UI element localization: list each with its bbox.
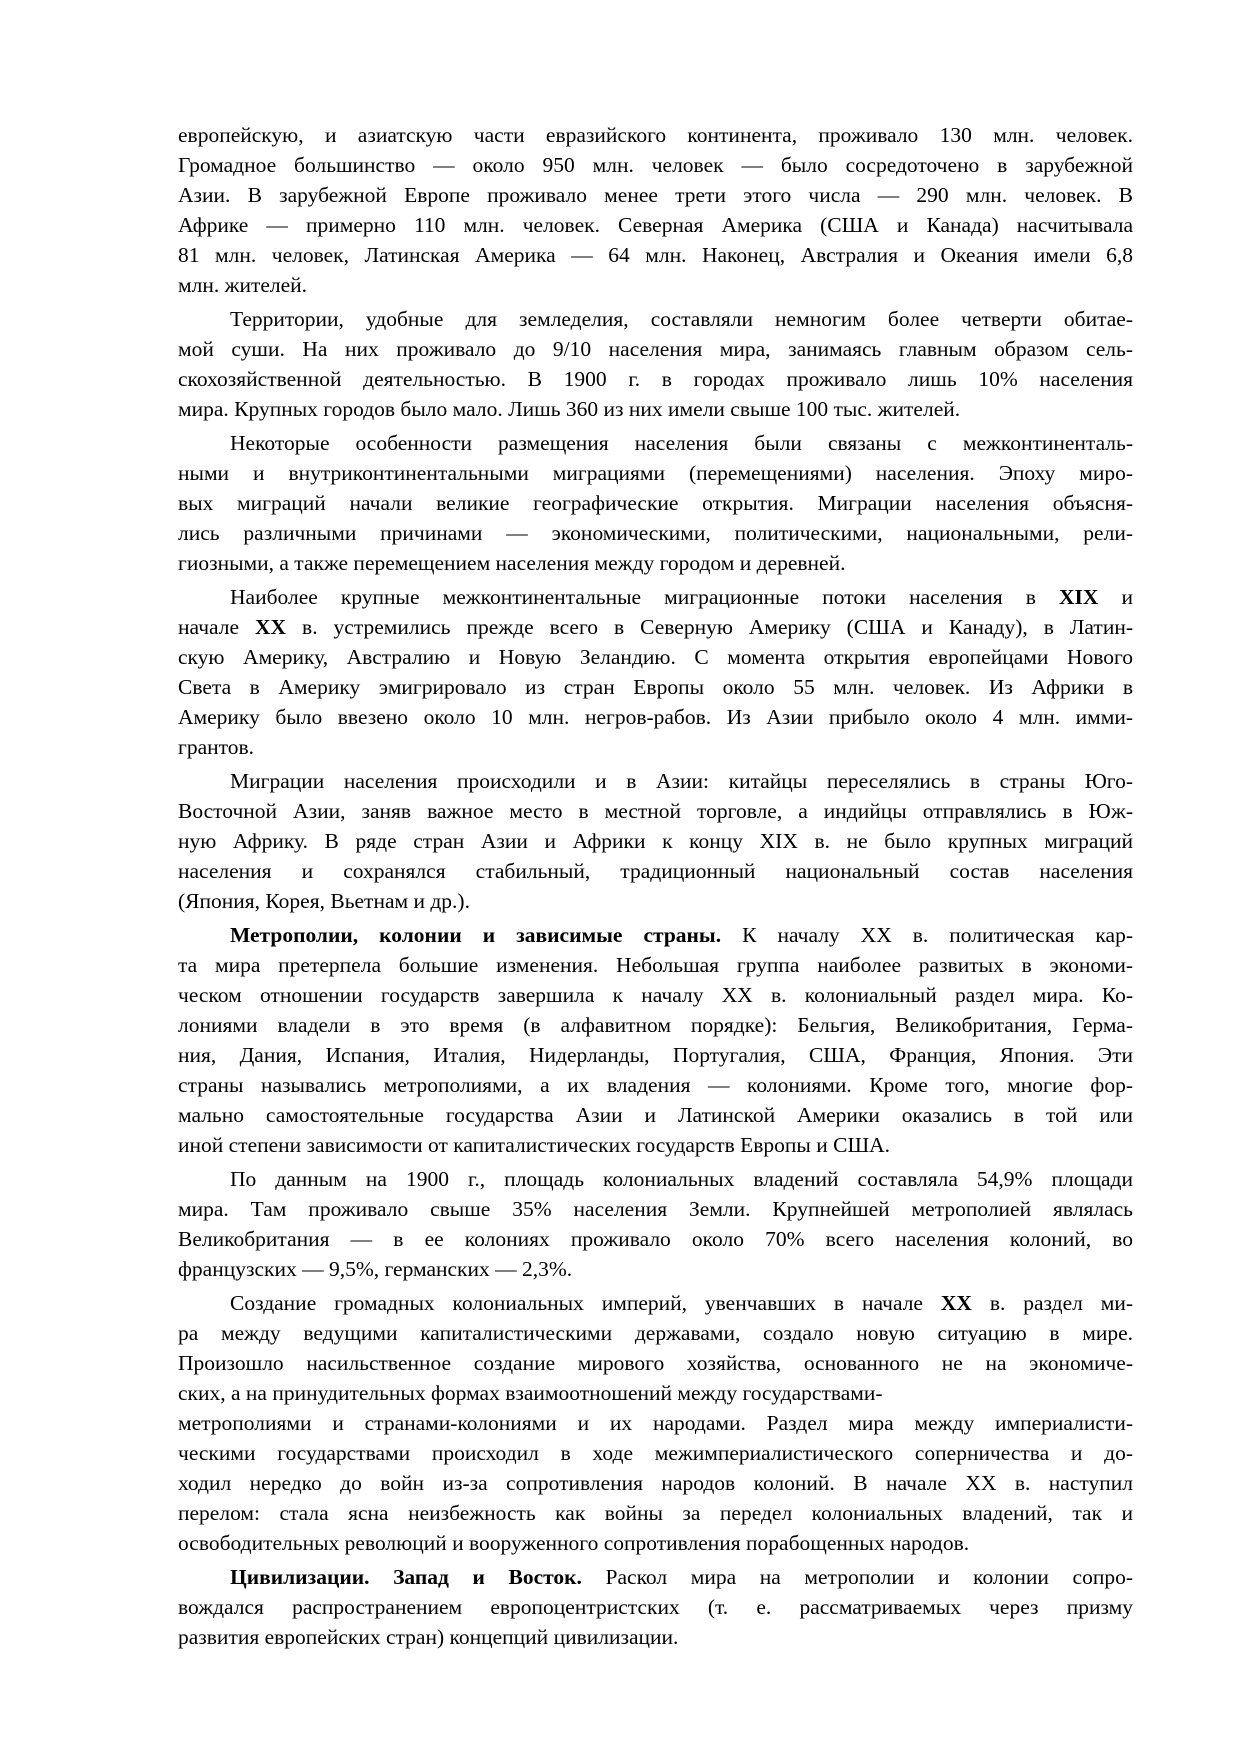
paragraph xyxy=(178,1562,1133,1652)
text-line: страны назывались метрополиями, а их владения — колониями. Кроме того, многие фор- xyxy=(178,1073,1133,1097)
text-line: млн. жителей. xyxy=(178,273,308,297)
text-line: та мира претерпела большие изменения. Небольшая группа наиболее развитых в экономи- xyxy=(178,953,1133,977)
text-line: Территории, удобные для земледелия, составляли немногим более четверти обитае- xyxy=(230,307,1133,331)
text-line: иной степени зависимости от капиталистических государств Европы и США. xyxy=(178,1133,891,1157)
text-line: скую Америку, Австралию и Новую Зеландию. С момента открытия европейцами Нового xyxy=(178,645,1133,669)
text-line: Африке — примерно 110 млн. человек. Северная Америка (США и Канада) насчитывала xyxy=(178,213,1133,237)
text-line: Азии. В зарубежной Европе проживало менее трети этого числа — 290 млн. человек. В xyxy=(178,183,1133,207)
text-line: ными и внутриконтинентальными миграциями (перемещениями) населения. Эпоху миро- xyxy=(178,461,1133,485)
text-line: лись различными причинами — экономическими, политическими, национальными, рели- xyxy=(178,521,1133,545)
text-line: Восточной Азии, заняв важное место в местной торговле, а индийцы отправлялись в Юж- xyxy=(178,799,1133,823)
text-line: мира. Там проживало свыше 35% населения Земли. Крупнейшей метрополией являлась xyxy=(178,1197,1133,1221)
text-line: Цивилизации. Запад и Восток. Раскол мира на метрополии и колонии сопро- xyxy=(230,1565,1133,1589)
text-line: вождался распространением европоцентристских (т. е. рассматриваемых через призму xyxy=(178,1595,1133,1619)
text-line: Миграции населения происходили и в Азии: китайцы переселялись в страны Юго- xyxy=(230,769,1133,793)
bold-text: Метрополии, колонии и зависимые страны. xyxy=(230,923,722,947)
paragraph xyxy=(178,766,1133,916)
paragraph xyxy=(178,428,1133,578)
page-text xyxy=(178,120,1133,1656)
text-line: Создание громадных колониальных империй, увенчавших в начале XX в. раздел ми- xyxy=(230,1291,1133,1315)
text-line: Громадное большинство — около 950 млн. человек — было сосредоточено в зарубежной xyxy=(178,153,1133,177)
text-line: (Япония, Корея, Вьетнам и др.). xyxy=(178,889,470,913)
text-line: освободительных революций и вооруженного сопротивления порабощенных народов. xyxy=(178,1531,970,1555)
paragraph xyxy=(178,920,1133,1160)
paragraph xyxy=(178,304,1133,424)
text-line: 81 млн. человек, Латинская Америка — 64 млн. Наконец, Австралия и Океания имели 6,8 xyxy=(178,243,1133,267)
paragraph xyxy=(178,1288,1133,1558)
text-line: Америку было ввезено около 10 млн. негров-рабов. Из Азии прибыло около 4 млн. имми- xyxy=(178,705,1133,729)
bold-text: XX xyxy=(255,615,287,639)
text-line: мира. Крупных городов было мало. Лишь 360 из них имели свыше 100 тыс. жителей. xyxy=(178,397,961,421)
text-line: мально самостоятельные государства Азии и Латинской Америки оказались в той или xyxy=(178,1103,1133,1127)
text-line: Метрополии, колонии и зависимые страны. К началу XX в. политическая кар- xyxy=(230,923,1133,947)
text-line: европейскую, и азиатскую части евразийского континента, проживало 130 млн. человек. xyxy=(178,123,1133,147)
text-line: французских — 9,5%, германских — 2,3%. xyxy=(178,1257,573,1281)
text-line: начале XX в. устремились прежде всего в Северную Америку (США и Канаду), в Латин- xyxy=(178,615,1133,639)
text-line: По данным на 1900 г., площадь колониальных владений составляла 54,9% площади xyxy=(230,1167,1133,1191)
text-line: гиозными, а также перемещением населения между городом и деревней. xyxy=(178,551,846,575)
text-line: Света в Америку эмигрировало из стран Европы около 55 млн. человек. Из Африки в xyxy=(178,675,1133,699)
paragraph xyxy=(178,1164,1133,1284)
text-line: развития европейских стран) концепций цивилизации. xyxy=(178,1625,679,1649)
bold-text: XX xyxy=(940,1291,972,1315)
text-line: ческом отношении государств завершила к началу XX в. колониальный раздел мира. Ко- xyxy=(178,983,1133,1007)
text-line: Произошло насильственное создание мирового хозяйства, основанного не на экономиче- xyxy=(178,1351,1133,1375)
text-line: Наиболее крупные межконтинентальные миграционные потоки населения в XIX и xyxy=(230,585,1133,609)
text-line: мой суши. На них проживало до 9/10 населения мира, занимаясь главным образом сель- xyxy=(178,337,1133,361)
text-line: ческими государствами происходил в ходе межимпериалистического соперничества и до- xyxy=(178,1441,1133,1465)
text-line: Некоторые особенности размещения населения были связаны с межконтиненталь- xyxy=(230,431,1133,455)
text-line: ную Африку. В ряде стран Азии и Африки к концу XIX в. не было крупных миграций xyxy=(178,829,1133,853)
text-line: ских, а на принудительных формах взаимоотношений между государствами- xyxy=(178,1381,883,1405)
paragraph xyxy=(178,120,1133,300)
text-line: вых миграций начали великие географические открытия. Миграции населения объясня- xyxy=(178,491,1133,515)
text-line: населения и сохранялся стабильный, традиционный национальный состав населения xyxy=(178,859,1133,883)
text-line: скохозяйственной деятельностью. В 1900 г. в городах проживало лишь 10% населения xyxy=(178,367,1133,391)
text-line: лониями владели в это время (в алфавитном порядке): Бельгия, Великобритания, Герма- xyxy=(178,1013,1133,1037)
text-line: ходил нередко до войн из-за сопротивления народов колоний. В начале XX в. наступил xyxy=(178,1471,1133,1495)
bold-text: XIX xyxy=(1058,585,1099,609)
text-line: ния, Дания, Испания, Италия, Нидерланды, Португалия, США, Франция, Япония. Эти xyxy=(178,1043,1133,1067)
bold-text: Цивилизации. Запад и Восток. xyxy=(230,1565,582,1589)
text-line: ра между ведущими капиталистическими державами, создало новую ситуацию в мире. xyxy=(178,1321,1133,1345)
paragraph xyxy=(178,582,1133,762)
text-line: перелом: стала ясна неизбежность как войны за передел колониальных владений, так и xyxy=(178,1501,1133,1525)
text-line: грантов. xyxy=(178,735,255,759)
text-line: метрополиями и странами-колониями и их народами. Раздел мира между империалисти- xyxy=(178,1411,1133,1435)
text-line: Великобритания — в ее колониях проживало около 70% всего населения колоний, во xyxy=(178,1227,1133,1251)
